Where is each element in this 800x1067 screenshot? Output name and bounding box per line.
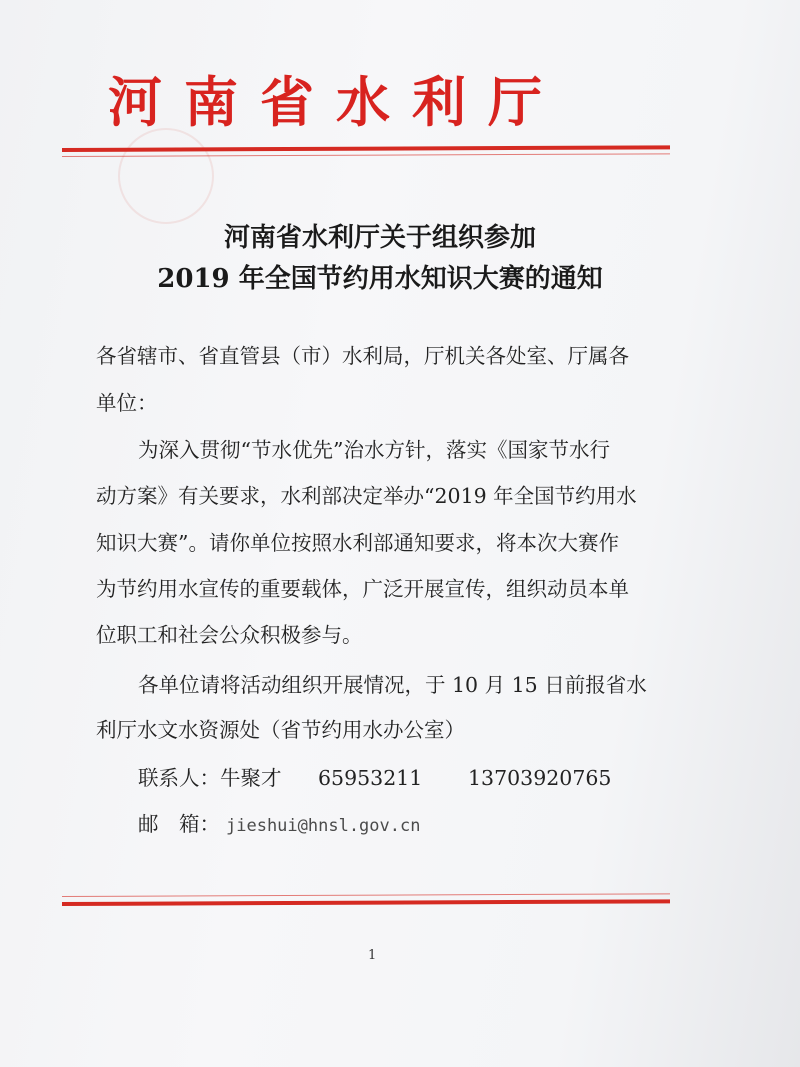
body-line-paragraph2-1: 各单位请将活动组织开展情况，于 10 月 15 日前报省水 — [138, 673, 647, 697]
email-label: 邮 箱： — [138, 812, 220, 836]
body-line-paragraph1-4: 为节约用水宣传的重要载体，广泛开展宣传，组织动员本单 — [96, 577, 629, 601]
body-line-addressee: 各省辖市、省直管县（市）水利局，厅机关各处室、厅属各 — [96, 344, 629, 368]
letterhead-org-name: 河南省水利厅 — [108, 70, 564, 134]
body-line-paragraph1-5: 位职工和社会公众积极参与。 — [96, 623, 363, 647]
contact-phone: 65953211 — [318, 766, 423, 790]
notice-title-line-1: 河南省水利厅关于组织参加 — [223, 223, 536, 253]
footer-red-rule — [62, 899, 670, 906]
footer-red-rule-thin — [62, 893, 670, 897]
email-address: jieshui@hnsl.gov.cn — [226, 816, 421, 836]
body-line-paragraph1-1: 为深入贯彻“节水优先”治水方针，落实《国家节水行 — [138, 438, 610, 462]
faint-seal-ghost — [118, 128, 214, 224]
contact-person: 联系人：牛聚才 — [138, 766, 282, 790]
body-line-addressee-cont: 单位： — [96, 391, 158, 415]
body-line-paragraph1-2: 动方案》有关要求，水利部决定举办“2019 年全国节约用水 — [96, 484, 637, 508]
body-line-paragraph1-3: 知识大赛”。请你单位按照水利部通知要求，将本次大赛作 — [96, 531, 619, 555]
contact-mobile: 13703920765 — [468, 766, 612, 790]
notice-title-line-2: 2019 年全国节约用水知识大赛的通知 — [157, 264, 603, 294]
body-line-paragraph2-2: 利厅水文水资源处（省节约用水办公室） — [96, 718, 465, 742]
page-number: 1 — [368, 948, 377, 963]
